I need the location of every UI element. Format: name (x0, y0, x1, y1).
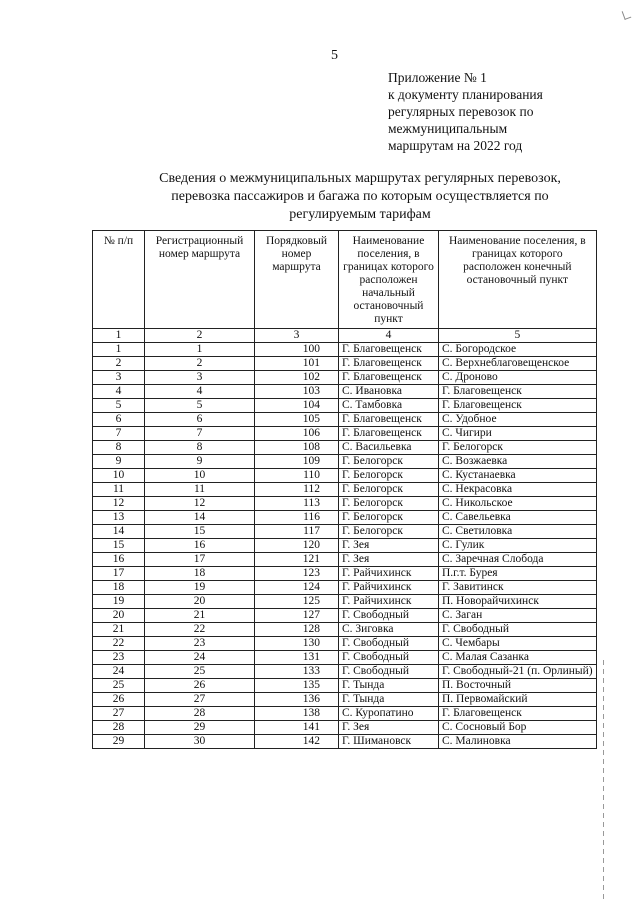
cell-end-settlement: Г. Завитинск (439, 581, 597, 595)
heading-line: перевозка пассажиров и багажа по которым осуществляется по (171, 189, 549, 204)
cell-end-settlement: С. Заган (439, 609, 597, 623)
cell-sequence-number: 105 (255, 413, 339, 427)
cell-row-number: 13 (93, 511, 145, 525)
cell-start-settlement: Г. Благовещенск (339, 427, 439, 441)
cell-registration-number: 17 (145, 553, 255, 567)
cell-row-number: 10 (93, 469, 145, 483)
table-row (93, 483, 597, 497)
cell-end-settlement: С. Возжаевка (439, 455, 597, 469)
cell-registration-number: 1 (145, 343, 255, 357)
cell-end-settlement: С. Никольское (439, 497, 597, 511)
cell-end-settlement: С. Чигири (439, 427, 597, 441)
cell-row-number: 18 (93, 581, 145, 595)
cell-start-settlement: С. Зиговка (339, 623, 439, 637)
cell-sequence-number: 112 (255, 483, 339, 497)
cell-registration-number: 19 (145, 581, 255, 595)
cell-registration-number: 18 (145, 567, 255, 581)
cell-registration-number: 25 (145, 665, 255, 679)
table-row (93, 693, 597, 707)
cell-end-settlement: С. Светиловка (439, 525, 597, 539)
cell-registration-number: 26 (145, 679, 255, 693)
table-row (93, 735, 597, 749)
cell-registration-number: 21 (145, 609, 255, 623)
table-row (93, 567, 597, 581)
cell-registration-number: 11 (145, 483, 255, 497)
cell-row-number: 21 (93, 623, 145, 637)
table-row (93, 553, 597, 567)
document-heading (140, 170, 580, 224)
table-row (93, 511, 597, 525)
table-row (93, 385, 597, 399)
cell-registration-number: 2 (145, 357, 255, 371)
table-row (93, 455, 597, 469)
table-row (93, 595, 597, 609)
column-number: 3 (255, 329, 339, 343)
cell-end-settlement: Г. Благовещенск (439, 399, 597, 413)
cell-start-settlement: Г. Благовещенск (339, 371, 439, 385)
table-row (93, 581, 597, 595)
cell-row-number: 27 (93, 707, 145, 721)
cell-end-settlement: П. Восточный (439, 679, 597, 693)
cell-sequence-number: 123 (255, 567, 339, 581)
heading-line: регулируемым тарифам (289, 207, 431, 222)
cell-start-settlement: Г. Тында (339, 693, 439, 707)
cell-start-settlement: Г. Свободный (339, 665, 439, 679)
cell-row-number: 5 (93, 399, 145, 413)
cell-registration-number: 12 (145, 497, 255, 511)
cell-row-number: 4 (93, 385, 145, 399)
cell-end-settlement: Г. Свободный-21 (п. Орлиный) (439, 665, 597, 679)
cell-row-number: 8 (93, 441, 145, 455)
cell-row-number: 25 (93, 679, 145, 693)
cell-start-settlement: Г. Белогорск (339, 511, 439, 525)
cell-start-settlement: Г. Благовещенск (339, 413, 439, 427)
cell-start-settlement: С. Куропатино (339, 707, 439, 721)
header-cell-end-settlement: Наименование поселения, в границах которого расположен конечный остановочный пункт (439, 231, 597, 329)
cell-start-settlement: Г. Благовещенск (339, 357, 439, 371)
cell-row-number: 16 (93, 553, 145, 567)
cell-end-settlement: С. Верхнеблаговещенское (439, 357, 597, 371)
column-number-row (93, 329, 597, 343)
cell-end-settlement: С. Малиновка (439, 735, 597, 749)
cell-row-number: 22 (93, 637, 145, 651)
cell-start-settlement: Г. Белогорск (339, 469, 439, 483)
cell-end-settlement: С. Малая Сазанка (439, 651, 597, 665)
cell-registration-number: 30 (145, 735, 255, 749)
cell-start-settlement: Г. Белогорск (339, 525, 439, 539)
routes-table-body (93, 329, 597, 749)
cell-registration-number: 28 (145, 707, 255, 721)
cell-end-settlement: П.г.т. Бурея (439, 567, 597, 581)
cell-sequence-number: 101 (255, 357, 339, 371)
cell-row-number: 20 (93, 609, 145, 623)
header-cell-start-settlement: Наименование поселения, в границах которого расположен начальный остановочный пункт (339, 231, 439, 329)
cell-registration-number: 10 (145, 469, 255, 483)
cell-end-settlement: Г. Свободный (439, 623, 597, 637)
cell-start-settlement: Г. Свободный (339, 609, 439, 623)
cell-end-settlement: С. Богородское (439, 343, 597, 357)
header-cell-registration: Регистрационный номер маршрута (145, 231, 255, 329)
cell-registration-number: 7 (145, 427, 255, 441)
cell-start-settlement: Г. Свободный (339, 637, 439, 651)
cell-row-number: 2 (93, 357, 145, 371)
appendix-line: к документу планирования (388, 87, 543, 102)
table-row (93, 721, 597, 735)
column-number: 5 (439, 329, 597, 343)
cell-start-settlement: Г. Тында (339, 679, 439, 693)
cell-registration-number: 3 (145, 371, 255, 385)
cell-sequence-number: 103 (255, 385, 339, 399)
table-row (93, 497, 597, 511)
cell-registration-number: 6 (145, 413, 255, 427)
cell-start-settlement: С. Тамбовка (339, 399, 439, 413)
appendix-line: регулярных перевозок по (388, 104, 534, 119)
cell-registration-number: 22 (145, 623, 255, 637)
cell-sequence-number: 135 (255, 679, 339, 693)
cell-end-settlement: П. Новорайчихинск (439, 595, 597, 609)
cell-end-settlement: Г. Благовещенск (439, 707, 597, 721)
cell-row-number: 1 (93, 343, 145, 357)
cell-row-number: 9 (93, 455, 145, 469)
cell-sequence-number: 121 (255, 553, 339, 567)
table-row (93, 707, 597, 721)
table-row (93, 665, 597, 679)
cell-registration-number: 5 (145, 399, 255, 413)
cell-row-number: 7 (93, 427, 145, 441)
cell-row-number: 29 (93, 735, 145, 749)
cell-sequence-number: 120 (255, 539, 339, 553)
cell-start-settlement: С. Ивановка (339, 385, 439, 399)
table-row (93, 651, 597, 665)
column-number: 2 (145, 329, 255, 343)
table-row (93, 357, 597, 371)
cell-start-settlement: Г. Райчихинск (339, 581, 439, 595)
cell-sequence-number: 117 (255, 525, 339, 539)
table-row (93, 427, 597, 441)
cell-sequence-number: 102 (255, 371, 339, 385)
table-row (93, 469, 597, 483)
cell-sequence-number: 127 (255, 609, 339, 623)
cell-sequence-number: 109 (255, 455, 339, 469)
cell-sequence-number: 113 (255, 497, 339, 511)
cell-end-settlement: С. Гулик (439, 539, 597, 553)
table-row (93, 525, 597, 539)
cell-registration-number: 15 (145, 525, 255, 539)
cell-start-settlement: Г. Зея (339, 539, 439, 553)
cell-start-settlement: Г. Благовещенск (339, 343, 439, 357)
cell-row-number: 23 (93, 651, 145, 665)
cell-sequence-number: 136 (255, 693, 339, 707)
table-header-row (93, 231, 597, 329)
cell-end-settlement: С. Савельевка (439, 511, 597, 525)
cell-sequence-number: 133 (255, 665, 339, 679)
cell-row-number: 15 (93, 539, 145, 553)
cell-start-settlement: Г. Белогорск (339, 455, 439, 469)
cell-end-settlement: Г. Благовещенск (439, 385, 597, 399)
cell-row-number: 19 (93, 595, 145, 609)
table-row (93, 343, 597, 357)
cell-row-number: 14 (93, 525, 145, 539)
routes-table (92, 230, 597, 749)
cell-sequence-number: 141 (255, 721, 339, 735)
cell-registration-number: 23 (145, 637, 255, 651)
cell-start-settlement: Г. Белогорск (339, 483, 439, 497)
column-number: 1 (93, 329, 145, 343)
cell-sequence-number: 131 (255, 651, 339, 665)
cell-row-number: 11 (93, 483, 145, 497)
cell-end-settlement: С. Заречная Слобода (439, 553, 597, 567)
cell-registration-number: 16 (145, 539, 255, 553)
cell-row-number: 12 (93, 497, 145, 511)
table-row (93, 637, 597, 651)
cell-end-settlement: С. Чембары (439, 637, 597, 651)
table-row (93, 371, 597, 385)
cell-sequence-number: 100 (255, 343, 339, 357)
appendix-line: Приложение № 1 (388, 70, 487, 85)
cell-registration-number: 29 (145, 721, 255, 735)
column-number: 4 (339, 329, 439, 343)
cell-sequence-number: 108 (255, 441, 339, 455)
margin-check-mark (622, 9, 632, 20)
cell-end-settlement: С. Сосновый Бор (439, 721, 597, 735)
cell-end-settlement: С. Кустанаевка (439, 469, 597, 483)
cell-registration-number: 4 (145, 385, 255, 399)
cell-registration-number: 9 (145, 455, 255, 469)
cell-start-settlement: Г. Шимановск (339, 735, 439, 749)
cell-end-settlement: С. Дроново (439, 371, 597, 385)
appendix-line: маршрутам на 2022 год (388, 138, 523, 153)
margin-dashed-line (603, 660, 604, 900)
cell-start-settlement: Г. Райчихинск (339, 595, 439, 609)
cell-sequence-number: 130 (255, 637, 339, 651)
table-row (93, 441, 597, 455)
header-cell-sequence: Порядковый номер маршрута (255, 231, 339, 329)
header-cell-number: № п/п (93, 231, 145, 329)
cell-registration-number: 14 (145, 511, 255, 525)
cell-sequence-number: 106 (255, 427, 339, 441)
cell-row-number: 6 (93, 413, 145, 427)
cell-sequence-number: 128 (255, 623, 339, 637)
cell-registration-number: 20 (145, 595, 255, 609)
cell-sequence-number: 124 (255, 581, 339, 595)
cell-start-settlement: С. Васильевка (339, 441, 439, 455)
cell-sequence-number: 138 (255, 707, 339, 721)
table-row (93, 679, 597, 693)
cell-sequence-number: 116 (255, 511, 339, 525)
table-row (93, 609, 597, 623)
table-row (93, 399, 597, 413)
table-row (93, 539, 597, 553)
cell-start-settlement: Г. Белогорск (339, 497, 439, 511)
appendix-line: межмуниципальным (388, 121, 508, 136)
cell-start-settlement: Г. Свободный (339, 651, 439, 665)
cell-registration-number: 24 (145, 651, 255, 665)
page-number: 5 (331, 48, 338, 63)
cell-row-number: 24 (93, 665, 145, 679)
cell-row-number: 26 (93, 693, 145, 707)
cell-sequence-number: 125 (255, 595, 339, 609)
cell-end-settlement: Г. Белогорск (439, 441, 597, 455)
cell-start-settlement: Г. Зея (339, 721, 439, 735)
cell-row-number: 17 (93, 567, 145, 581)
cell-registration-number: 27 (145, 693, 255, 707)
heading-line: Сведения о межмуниципальных маршрутах регулярных перевозок, (159, 171, 561, 186)
appendix-note (388, 69, 543, 154)
cell-sequence-number: 104 (255, 399, 339, 413)
cell-row-number: 28 (93, 721, 145, 735)
cell-start-settlement: Г. Зея (339, 553, 439, 567)
table-row (93, 413, 597, 427)
cell-end-settlement: П. Первомайский (439, 693, 597, 707)
cell-row-number: 3 (93, 371, 145, 385)
cell-sequence-number: 110 (255, 469, 339, 483)
cell-registration-number: 8 (145, 441, 255, 455)
table-row (93, 623, 597, 637)
cell-sequence-number: 142 (255, 735, 339, 749)
cell-end-settlement: С. Некрасовка (439, 483, 597, 497)
cell-start-settlement: Г. Райчихинск (339, 567, 439, 581)
cell-end-settlement: С. Удобное (439, 413, 597, 427)
